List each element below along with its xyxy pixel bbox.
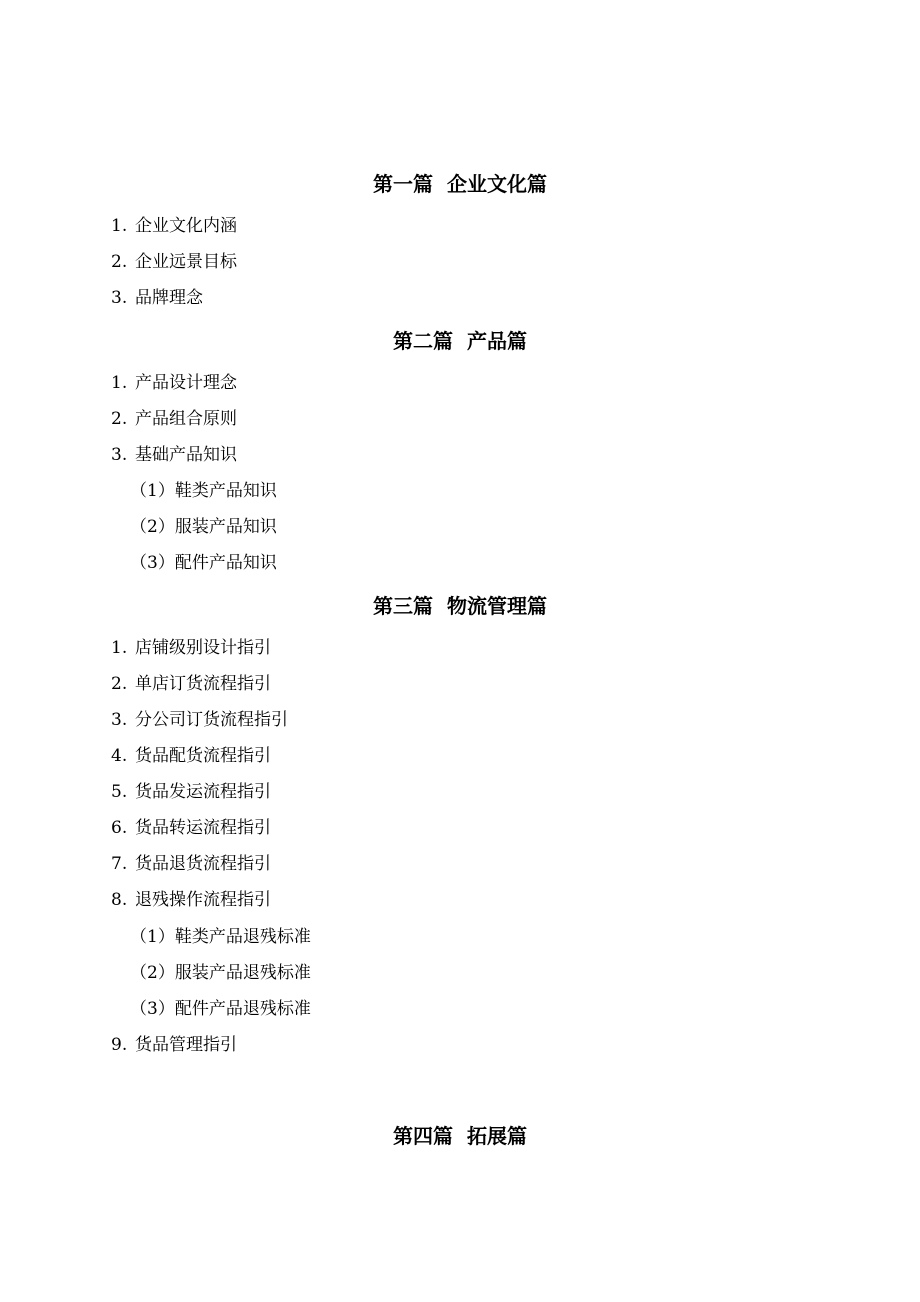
list-item	[111, 286, 203, 310]
item-number: 1.	[111, 373, 128, 393]
sub-list-item: （2）服装产品退残标准	[130, 963, 311, 983]
item-text: 产品设计理念	[135, 373, 237, 393]
item-number: 3.	[111, 445, 128, 465]
item-text: 品牌理念	[135, 288, 203, 308]
list-item	[111, 816, 271, 840]
list-item	[111, 636, 271, 660]
list-item	[111, 744, 271, 768]
list-item	[111, 214, 237, 238]
item-text: 货品转运流程指引	[135, 818, 271, 838]
section-title-1: 第一篇 企业文化篇	[373, 172, 547, 196]
item-text: 退残操作流程指引	[135, 890, 271, 910]
item-text: 货品退货流程指引	[135, 854, 271, 874]
item-text: 分公司订货流程指引	[135, 710, 288, 730]
list-item	[111, 407, 237, 431]
sub-list-item: （2）服装产品知识	[130, 517, 277, 537]
item-text: 单店订货流程指引	[135, 674, 271, 694]
section-title-2: 第二篇 产品篇	[393, 329, 527, 353]
item-number: 6.	[111, 818, 128, 838]
list-item	[111, 852, 271, 876]
item-number: 8.	[111, 890, 128, 910]
item-text: 货品发运流程指引	[135, 782, 271, 802]
list-item	[111, 708, 288, 732]
sub-list-item: （1）鞋类产品知识	[130, 481, 277, 501]
item-text: 店铺级别设计指引	[135, 638, 271, 658]
item-text: 货品配货流程指引	[135, 746, 271, 766]
item-number: 2.	[111, 409, 128, 429]
item-number: 9.	[111, 1035, 128, 1055]
list-item	[111, 1033, 237, 1057]
item-text: 产品组合原则	[135, 409, 237, 429]
item-number: 5.	[111, 782, 128, 802]
section-title-4: 第四篇 拓展篇	[393, 1124, 527, 1148]
sub-list-item: （1）鞋类产品退残标准	[130, 927, 311, 947]
item-text: 企业文化内涵	[135, 216, 237, 236]
list-item	[111, 443, 237, 467]
item-text: 企业远景目标	[135, 252, 237, 272]
list-item	[111, 250, 237, 274]
item-text: 基础产品知识	[135, 445, 237, 465]
list-item	[111, 672, 271, 696]
sub-list-item: （3）配件产品知识	[130, 553, 277, 573]
item-number: 3.	[111, 288, 128, 308]
list-item	[111, 371, 237, 395]
item-number: 1.	[111, 216, 128, 236]
list-item	[111, 780, 271, 804]
item-number: 3.	[111, 710, 128, 730]
item-text: 货品管理指引	[135, 1035, 237, 1055]
item-number: 4.	[111, 746, 128, 766]
item-number: 7.	[111, 854, 128, 874]
section-title-3: 第三篇 物流管理篇	[373, 594, 547, 618]
item-number: 2.	[111, 674, 128, 694]
item-number: 1.	[111, 638, 128, 658]
item-number: 2.	[111, 252, 128, 272]
list-item	[111, 888, 271, 912]
sub-list-item: （3）配件产品退残标准	[130, 999, 311, 1019]
